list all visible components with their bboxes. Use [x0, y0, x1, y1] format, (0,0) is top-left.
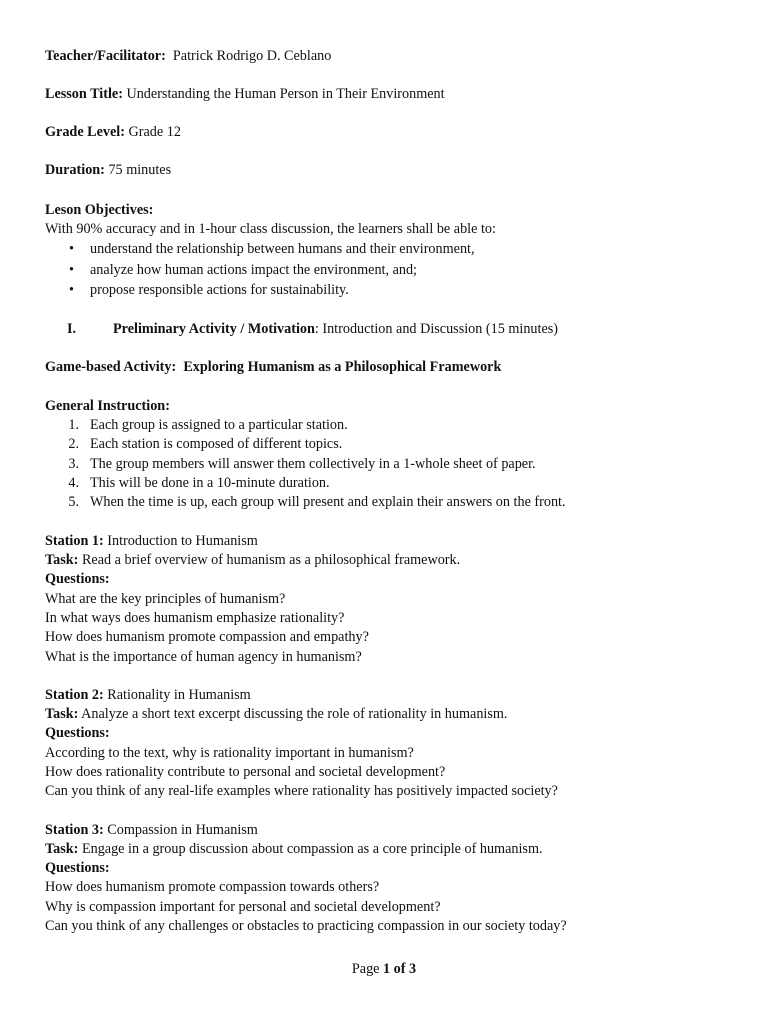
lesson-title-line — [45, 85, 445, 103]
station-title: Introduction to Humanism — [107, 533, 258, 549]
questions-label: Questions: — [45, 725, 110, 741]
question-item: Why is compassion important for personal and societal development? — [45, 899, 441, 915]
station-task-line — [45, 551, 460, 569]
list-number: 3. — [68, 456, 79, 472]
instruction-item: Each group is assigned to a particular station. — [90, 417, 348, 433]
station-label: Station 3: — [45, 822, 104, 838]
question-item: How does humanism promote compassion towards others? — [45, 879, 380, 895]
question-item: Can you think of any real-life examples where rationality has positively impacted society? — [45, 783, 558, 799]
station-title: Compassion in Humanism — [107, 822, 258, 838]
task-text: Analyze a short text excerpt discussing the role of rationality in humanism. — [81, 706, 508, 722]
teacher-label: Teacher/Facilitator: — [45, 48, 166, 64]
section-subtitle: : Introduction and Discussion (15 minutes) — [314, 321, 559, 337]
instruction-item: The group members will answer them collectively in a 1-whole sheet of paper. — [90, 456, 536, 472]
instructions-heading: General Instruction: — [45, 398, 170, 414]
station-task-line — [45, 840, 543, 858]
questions-label: Questions: — [45, 860, 110, 876]
task-label: Task: — [45, 706, 79, 722]
bullet-icon: • — [69, 262, 74, 278]
task-text: Engage in a group discussion about compassion as a core principle of humanism. — [81, 841, 543, 857]
grade-level-label: Grade Level: — [45, 124, 125, 140]
question-item: How does rationality contribute to personal and societal development? — [45, 764, 446, 780]
activity-line — [45, 358, 501, 376]
duration-value: 75 minutes — [108, 162, 172, 178]
station-label: Station 2: — [45, 687, 104, 703]
objective-item: analyze how human actions impact the environment, and; — [90, 262, 417, 278]
list-number: 5. — [68, 494, 79, 510]
page-number: 1 — [383, 961, 391, 977]
question-item: What is the importance of human agency in humanism? — [45, 649, 362, 665]
questions-label: Questions: — [45, 571, 110, 587]
objective-item: understand the relationship between humans and their environment, — [90, 241, 475, 257]
instruction-item: When the time is up, each group will present and explain their answers on the front. — [90, 494, 566, 510]
task-text: Read a brief overview of humanism as a philosophical framework. — [81, 552, 461, 568]
page-word: Page — [351, 961, 380, 977]
of-word: of — [393, 961, 406, 977]
section-numeral: I. — [67, 321, 77, 337]
activity-label: Game-based Activity: — [45, 359, 177, 375]
duration-line — [45, 161, 171, 179]
question-item: Can you think of any challenges or obstacles to practicing compassion in our society today? — [45, 918, 567, 934]
task-label: Task: — [45, 841, 79, 857]
station-task-line — [45, 705, 507, 723]
station-title-line — [45, 686, 251, 704]
lesson-title-label: Lesson Title: — [45, 86, 123, 102]
teacher-value: Patrick Rodrigo D. Ceblano — [172, 48, 332, 64]
question-item: According to the text, why is rationality important in humanism? — [45, 745, 414, 761]
duration-label: Duration: — [45, 162, 105, 178]
lesson-title-value: Understanding the Human Person in Their Environment — [126, 86, 445, 102]
station-title-line — [45, 821, 258, 839]
station-title: Rationality in Humanism — [107, 687, 251, 703]
bullet-icon: • — [69, 241, 74, 257]
grade-level-line — [45, 123, 181, 141]
list-number: 2. — [68, 436, 79, 452]
question-item: In what ways does humanism emphasize rationality? — [45, 610, 345, 626]
bullet-icon: • — [69, 282, 74, 298]
objective-item: propose responsible actions for sustainability. — [90, 282, 349, 298]
grade-level-value: Grade 12 — [128, 124, 181, 140]
section-title: Preliminary Activity / Motivation — [113, 321, 315, 337]
objectives-heading: Leson Objectives: — [45, 202, 154, 218]
objectives-intro: With 90% accuracy and in 1-hour class discussion, the learners shall be able to: — [45, 221, 496, 237]
activity-title: Exploring Humanism as a Philosophical Framework — [183, 359, 502, 375]
list-number: 1. — [68, 417, 79, 433]
task-label: Task: — [45, 552, 79, 568]
station-title-line — [45, 532, 258, 550]
question-item: How does humanism promote compassion and empathy? — [45, 629, 369, 645]
instruction-item: This will be done in a 10-minute duration. — [90, 475, 330, 491]
instruction-item: Each station is composed of different topics. — [90, 436, 343, 452]
question-item: What are the key principles of humanism? — [45, 591, 286, 607]
station-label: Station 1: — [45, 533, 104, 549]
list-number: 4. — [68, 475, 79, 491]
teacher-line — [45, 47, 331, 65]
page-total: 3 — [409, 961, 417, 977]
page-footer — [0, 960, 768, 978]
section-title-line — [113, 320, 558, 338]
